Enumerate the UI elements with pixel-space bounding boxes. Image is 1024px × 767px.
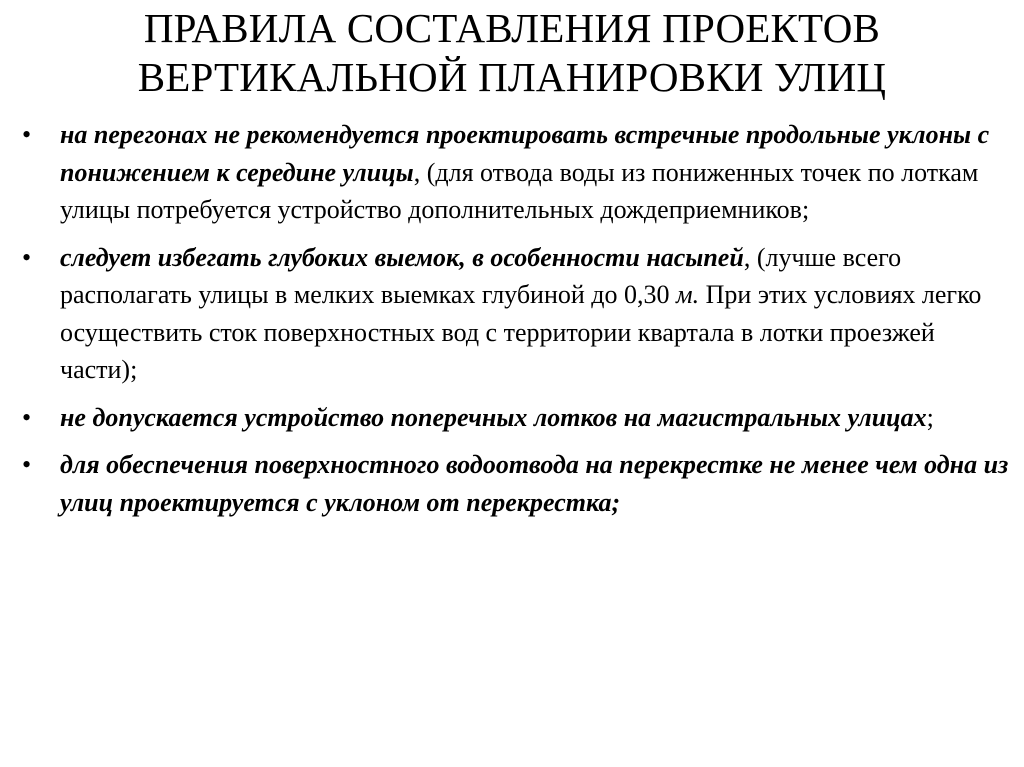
page-title bbox=[0, 4, 1024, 102]
bullet-2-emphasis: следует избегать глубоких выемок, в особенности насыпей bbox=[60, 242, 744, 272]
bullet-item-3 bbox=[22, 399, 1012, 437]
bullet-marker: • bbox=[22, 120, 32, 149]
bullet-marker: • bbox=[22, 242, 32, 272]
bullet-marker: • bbox=[22, 450, 32, 479]
bullet-3-text: ; bbox=[926, 402, 934, 432]
bullet-1-emphasis: на перегонах не рекомендуется проектировать встречные продольные уклоны с понижением к середине улицы bbox=[60, 120, 990, 187]
bullet-4-emphasis: для обеспечения поверхностного водоотвода на перекрестке не менее чем одна из улиц проектируется с уклоном от перекрестка; bbox=[60, 450, 1009, 517]
bullet-3-emphasis: не допускается устройство поперечных лотков на магистральных улицах bbox=[60, 402, 927, 432]
bullet-item-2 bbox=[22, 239, 1012, 389]
title-line-2: ВЕРТИКАЛЬНОЙ ПЛАНИРОВКИ УЛИЦ bbox=[137, 54, 887, 100]
title-line-1: ПРАВИЛА СОСТАВЛЕНИЯ ПРОЕКТОВ bbox=[143, 5, 881, 51]
bullet-1-text: , (для отвода воды из пониженных точек по лоткам улицы потребуется устройство дополнительных дождеприемников; bbox=[60, 157, 979, 224]
bullet-2-text: , (лучше всего располагать улицы в мелких выемках глубиной до 0,30 bbox=[60, 242, 902, 309]
bullet-marker: • bbox=[22, 402, 32, 432]
bullet-list bbox=[22, 116, 1012, 531]
bullet-item-1 bbox=[22, 116, 1012, 229]
bullet-2-text-continued: При этих условиях легко осуществить сток поверхностных вод с территории квартала в лотки проезжей части); bbox=[60, 280, 982, 384]
bullet-item-4 bbox=[22, 446, 1012, 521]
bullet-2-unit: м. bbox=[676, 280, 700, 309]
